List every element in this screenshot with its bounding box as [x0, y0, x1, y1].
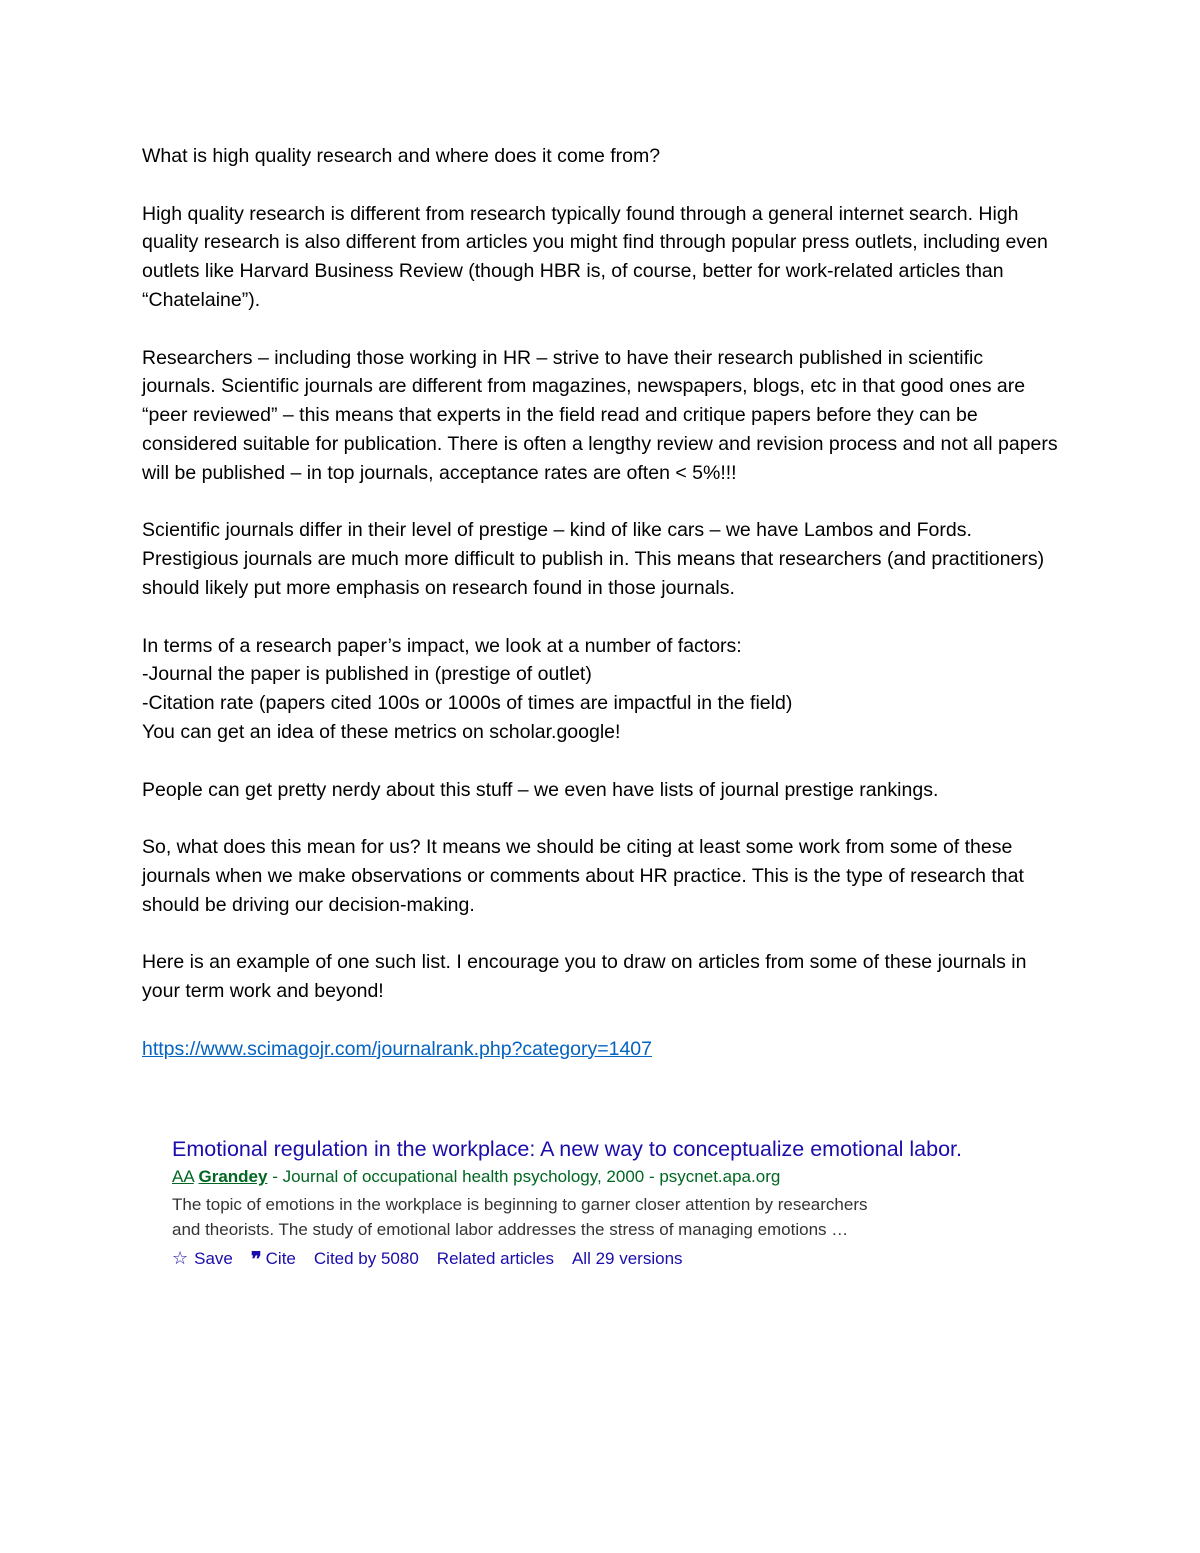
scholar-result-meta [172, 1166, 1052, 1188]
cite-button[interactable] [251, 1248, 296, 1270]
author-name-link[interactable]: Grandey [198, 1167, 268, 1186]
document-body [142, 142, 1062, 1064]
scholar-result-snippet [172, 1192, 1052, 1242]
paragraph-high-quality-research: High quality research is different from research typically found through a general internet search. High quality research is also different from articles you might find through popular press outlets, including even outlets like Harvard Business Review (though HBR is, of course, better for work-related articles than “Chatelaine”). [142, 202, 1048, 311]
scholar-result-card [172, 1136, 1052, 1270]
all-versions-link[interactable]: All 29 versions [571, 1249, 683, 1268]
paragraph-researchers: Researchers – including those working in HR – strive to have their research published in scientific journals. Scientific journals are different from magazines, newspapers, blogs, etc in that good ones are “peer reviewed” – this means that experts in the field read and critique papers before they can be considered suitable for publication. There is often a lengthy review and revision process and not all papers will be published – in top journals, acceptance rates are often < 5%!!! [142, 346, 1058, 484]
impact-item-journal: -Journal the paper is published in (prestige of outlet) [142, 663, 592, 686]
cited-by-link[interactable]: Cited by 5080 [313, 1249, 419, 1268]
scimago-link[interactable]: https://www.scimagojr.com/journalrank.php?category=1407 [142, 1037, 652, 1060]
impact-intro: In terms of a research paper’s impact, we look at a number of factors: [142, 634, 742, 657]
document-heading: What is high quality research and where does it come from? [142, 145, 661, 167]
save-button[interactable] [172, 1248, 233, 1270]
author-initials-link[interactable]: AA [172, 1167, 194, 1186]
impact-tip: You can get an idea of these metrics on scholar.google! [142, 720, 621, 743]
paragraph-example-list: Here is an example of one such list. I encourage you to draw on articles from some of these journals in your term work and beyond! [142, 951, 1027, 1003]
scholar-result-actions [172, 1248, 1052, 1270]
cite-label: Cite [265, 1249, 296, 1268]
save-label: Save [194, 1249, 233, 1268]
related-articles-link[interactable]: Related articles [436, 1249, 554, 1268]
paragraph-what-it-means: So, what does this mean for us? It means we should be citing at least some work from some of these journals when we make observations or comments about HR practice. This is the type of research that should be driving our decision-making. [142, 836, 1024, 916]
snippet-line-1: The topic of emotions in the workplace is beginning to garner closer attention by researchers [172, 1195, 868, 1214]
quote-icon: ❞ [250, 1247, 260, 1271]
snippet-line-2: and theorists. The study of emotional labor addresses the stress of managing emotions … [172, 1220, 849, 1239]
paragraph-journal-prestige: Scientific journals differ in their level of prestige – kind of like cars – we have Lambos and Fords. Prestigious journals are much more difficult to publish in. This means that researchers (and practitioners) should likely put more emphasis on research found in those journals. [142, 519, 1045, 599]
publication-info: - Journal of occupational health psychology, 2000 - psycnet.apa.org [267, 1167, 781, 1186]
paragraph-nerdy: People can get pretty nerdy about this stuff – we even have lists of journal prestige rankings. [142, 778, 939, 801]
impact-item-citation: -Citation rate (papers cited 100s or 1000s of times are impactful in the field) [142, 692, 793, 715]
star-outline-icon: ☆ [172, 1248, 189, 1269]
scholar-result-title[interactable]: Emotional regulation in the workplace: A new way to conceptualize emotional labor. [172, 1137, 962, 1161]
